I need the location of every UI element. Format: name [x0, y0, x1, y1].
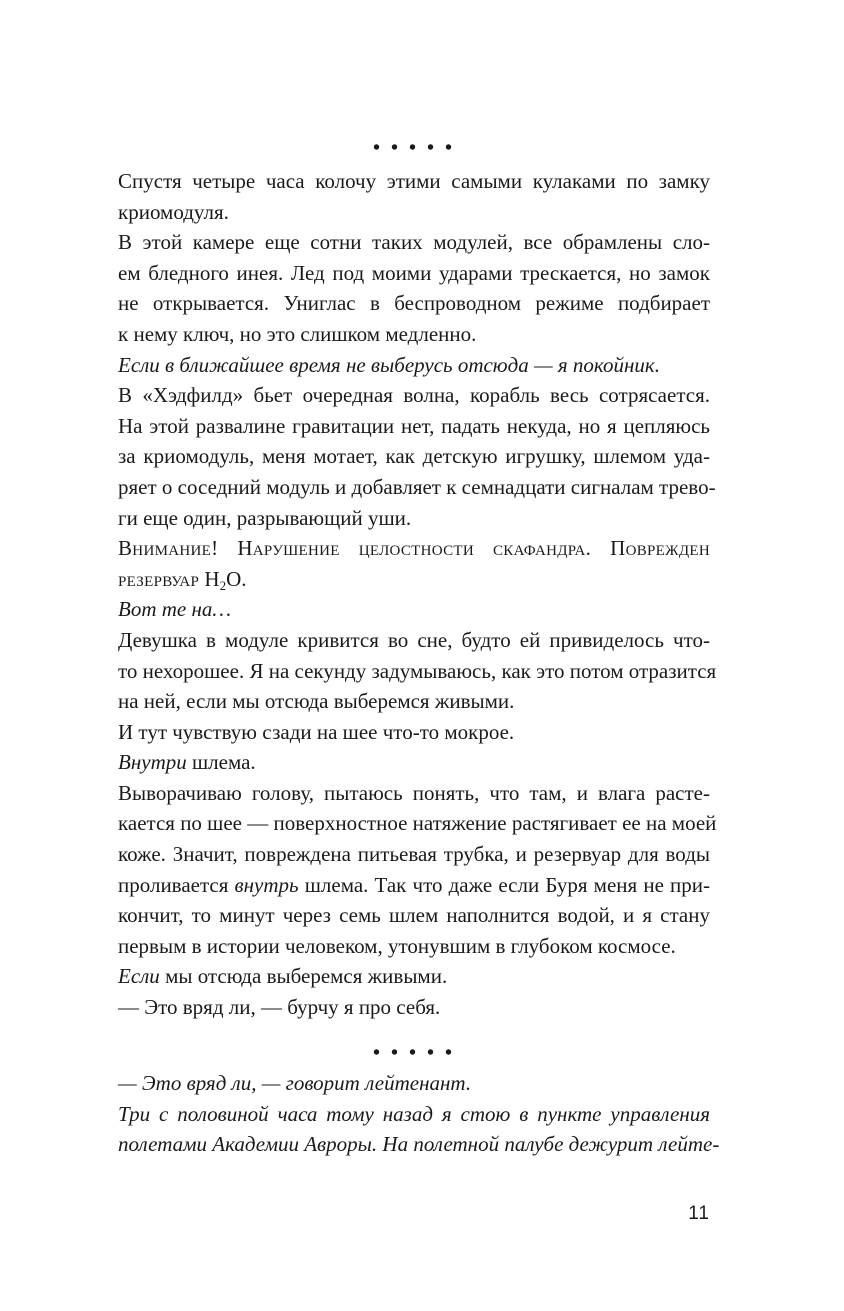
paragraph-dialogue — [118, 1068, 710, 1099]
text-line — [118, 747, 710, 778]
paragraph — [118, 747, 710, 778]
text-line: ряет о соседний модуль и добавляет к семнадцати сигналам трево- — [118, 474, 716, 499]
section-separator-top: • • • • • — [372, 137, 455, 159]
text-line: ги еще один, разрывающий уши. — [118, 505, 412, 530]
text-line — [118, 961, 710, 992]
paragraph-dialogue — [118, 992, 710, 1023]
paragraph — [118, 1099, 720, 1160]
formula-subscript: 2 — [219, 577, 227, 593]
text-run: проливается — [118, 872, 235, 897]
emphasis: Если — [118, 964, 160, 989]
formula-h: H — [199, 566, 220, 591]
paragraph — [118, 166, 710, 227]
alert-line — [118, 564, 710, 595]
text-line: первым в истории человеком, утонувшим в глубоком космосе. — [118, 933, 676, 958]
paragraph — [118, 625, 717, 717]
text-line: Вот те на… — [118, 597, 232, 622]
text-line: Спустя четыре часа колочу этими самыми кулаками по замку — [118, 169, 710, 193]
text-line: полетами Академии Авроры. На полетной палубе дежурит лейте- — [118, 1132, 720, 1157]
text-run: шлема. — [186, 750, 256, 775]
paragraph-alert — [118, 533, 710, 594]
text-line: не открывается. Униглас в беспроводном режиме подбирает — [118, 291, 710, 316]
body-text — [118, 166, 720, 1160]
text-line: — Это вряд ли, — бурчу я про себя. — [118, 995, 441, 1020]
alert-line: Внимание! Нарушение целостности скафандра. Поврежден — [118, 536, 710, 561]
text-line: коже. Значит, повреждена питьевая трубка, и резервуар для воды — [118, 842, 710, 867]
text-line: Если в ближайшее время не выберусь отсюда — я покойник. — [118, 352, 660, 377]
text-line: — Это вряд ли, — говорит лейтенант. — [118, 1071, 472, 1096]
paragraph — [118, 227, 710, 349]
emphasis: внутрь — [234, 872, 299, 897]
text-line: на ней, если мы отсюда выберемся живыми. — [118, 689, 515, 714]
formula-o: O. — [226, 566, 247, 591]
text-line: На этой развалине гравитации нет, падать некуда, но я цепляюсь — [118, 413, 710, 438]
paragraph — [118, 350, 710, 381]
paragraph — [118, 717, 710, 748]
text-line: В «Хэдфилд» бьет очередная волна, корабль весь сотрясается. — [118, 383, 710, 408]
paragraph — [118, 380, 716, 533]
text-line: то нехорошее. Я на секунду задумываюсь, как это потом отразится — [118, 658, 717, 683]
paragraph — [118, 778, 717, 962]
text-line: криомодуля. — [118, 199, 229, 224]
text-line: кончит, то минут через семь шлем наполнится водой, и я стану — [118, 903, 710, 928]
text-line: В этой камере еще сотни таких модулей, все обрамлены сло- — [118, 230, 710, 255]
paragraph — [118, 961, 710, 992]
text-line: ем бледного инея. Лед под моими ударами трескается, но замок — [118, 260, 710, 285]
text-run: мы отсюда выберемся живыми. — [159, 964, 448, 989]
text-line: Девушка в модуле кривится во сне, будто ей привиделось что- — [118, 627, 710, 652]
text-line: к нему ключ, но это слишком медленно. — [118, 321, 477, 346]
page-number: 11 — [688, 1203, 710, 1224]
emphasis: Внутри — [118, 750, 187, 775]
text-line: И тут чувствую сзади на шее что-то мокрое. — [118, 719, 515, 744]
section-separator-middle: • • • • • — [372, 1041, 455, 1064]
paragraph — [118, 594, 710, 625]
text-run: шлема. Так что даже если Буря меня не при- — [298, 872, 710, 897]
text-line: Три с половиной часа тому назад я стою в пункте управления — [118, 1101, 710, 1126]
text-line — [118, 870, 710, 901]
text-line: Выворачиваю голову, пытаюсь понять, что там, и влага расте- — [118, 780, 710, 805]
alert-word: резервуар — [118, 566, 200, 591]
text-line: за криомодуль, меня мотает, как детскую игрушку, шлемом уда- — [118, 444, 710, 469]
text-line: кается по шее — поверхностное натяжение растягивает ее на моей — [118, 811, 717, 836]
